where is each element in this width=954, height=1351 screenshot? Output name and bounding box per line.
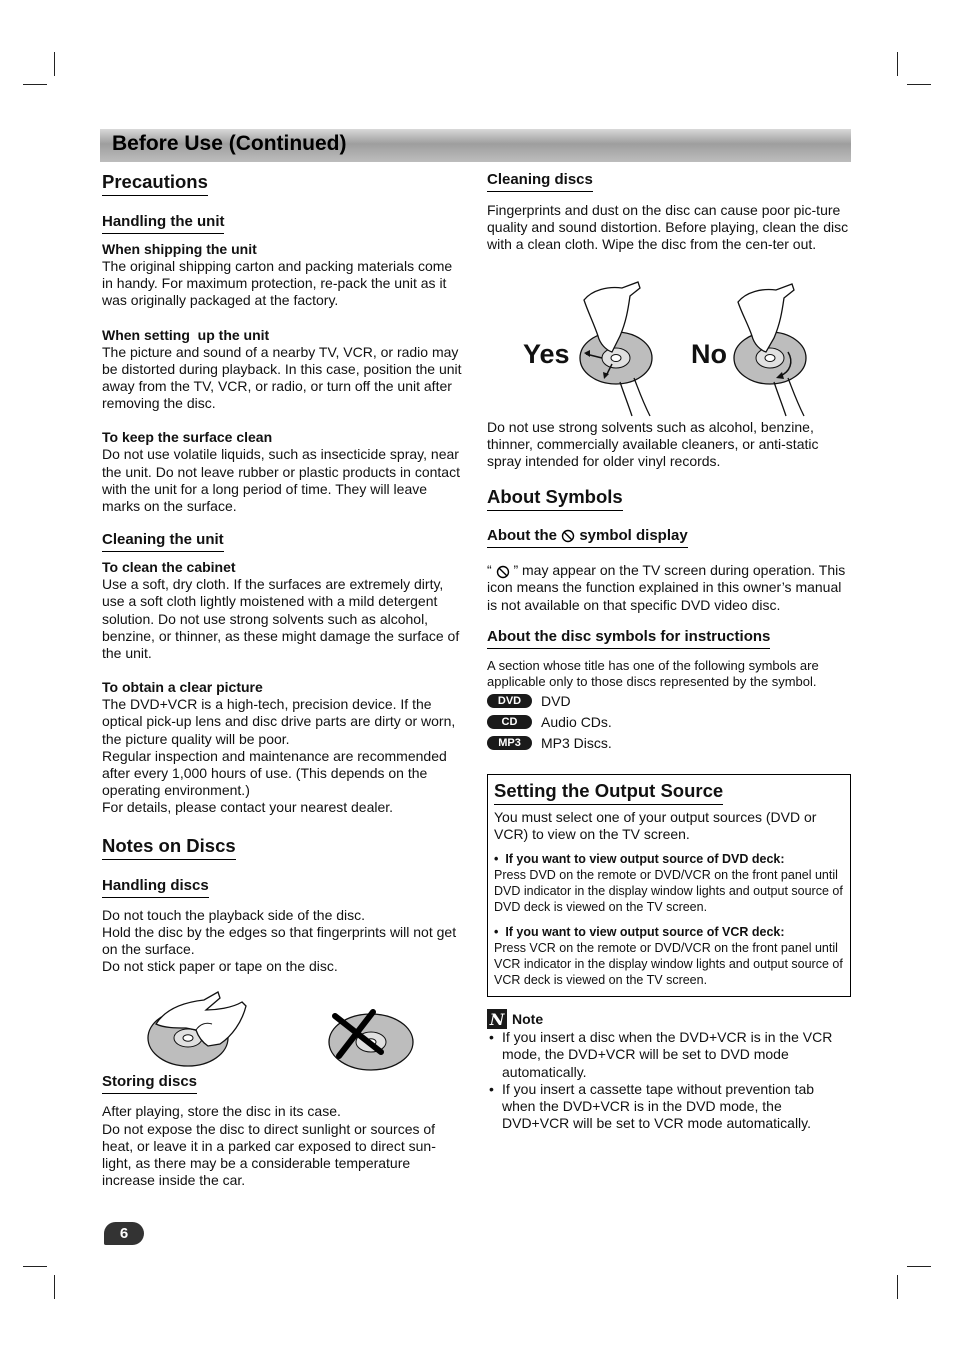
- setting-text: The picture and sound of a nearby TV, VCR, or radio may be distorted during playback. In this case, position the unit away from the TV, VCR, or radio, or turn off the unit after removing the disc.: [102, 343, 462, 412]
- picture-text-2: Regular inspection and maintenance are recommended after every 1,000 hours of use. (This depends on the operating environment.): [102, 747, 447, 799]
- storing-discs-line2: Do not expose the disc to direct sunlight or sources of heat, or leave it in a parked car exposed to direct sun-light, as there may be a considerable temperature increase inside the car.: [102, 1120, 436, 1189]
- disc-hold-wrong-illustration: [325, 1008, 415, 1072]
- note-icon: N: [487, 1009, 507, 1029]
- symbol-display-title-post: symbol display: [579, 527, 688, 545]
- picture-text-1: The DVD+VCR is a high-tech, precision device. If the optical pick-up lens and disc drive parts are dirty or worn, the picture quality will be poor.: [102, 696, 456, 747]
- yes-label: Yes: [523, 339, 570, 369]
- cleaning-unit-heading: Cleaning the unit: [102, 531, 224, 552]
- dvd-output-text: Press DVD on the remote or DVD/VCR on the front panel until DVD indicator in the display window lights and output source of DVD deck is viewed on the TV screen.: [494, 868, 843, 915]
- symbol-display-text: [487, 562, 851, 614]
- dvd-output-heading: • If you want to view output source of DVD deck:: [494, 852, 785, 867]
- shipping-text: The original shipping carton and packing materials come in handy. For maximum protection, re-pack the unit as it was originally packaged at the factory.: [102, 258, 453, 309]
- note-title: Note: [512, 1010, 544, 1027]
- page-title: Before Use (Continued): [112, 132, 347, 155]
- page-number-badge: 6: [104, 1222, 144, 1245]
- cleaning-discs-text: Fingerprints and dust on the disc can cause poor pic-ture quality and sound distortion. Before playing, clean the disc with a clean cloth. Wipe the disc from the cen-ter out.: [487, 202, 849, 253]
- crop-mark: [897, 52, 898, 76]
- disc-symbols-heading: About the disc symbols for instructions: [487, 628, 770, 649]
- cabinet-heading: To clean the cabinet: [102, 559, 236, 576]
- mp3-badge: MP3: [487, 736, 532, 750]
- setting-heading: When setting up the unit: [102, 326, 270, 343]
- disc-hold-correct-illustration: [146, 988, 252, 1072]
- storing-discs-line1: After playing, store the disc in its case.: [102, 1103, 341, 1120]
- mp3-label: MP3 Discs.: [541, 734, 612, 751]
- crop-mark: [907, 1266, 931, 1267]
- crop-mark: [54, 52, 55, 76]
- disc-symbol-list: [487, 691, 851, 754]
- vcr-output-text: Press VCR on the remote or DVD/VCR on the front panel until VCR indicator in the display window lights and output source of VCR deck is viewed on the TV screen.: [494, 941, 843, 988]
- surface-heading: To keep the surface clean: [102, 429, 273, 446]
- handling-discs-line1: Do not touch the playback side of the disc.: [102, 906, 366, 923]
- note-item: • If you insert a disc when the DVD+VCR is in the VCR mode, the DVD+VCR will be set to DVD mode automatically.: [487, 1029, 851, 1081]
- crop-mark: [23, 1266, 47, 1267]
- symbol-display-title-pre: About the: [487, 527, 557, 545]
- handling-discs-line2: Hold the disc by the edges so that fingerprints will not get on the surface.: [102, 923, 457, 958]
- symbol-display-text-body: ” may appear on the TV screen during operation. This icon means the function explained in this owner’s manual is not available on that specific DVD video disc.: [487, 562, 846, 613]
- surface-text: Do not use volatile liquids, such as insecticide spray, near the unit. Do not leave rubber or plastic products in contact with the unit for a long period of time. They will leave marks on the surface.: [102, 446, 460, 515]
- handling-discs-heading: Handling discs: [102, 877, 209, 898]
- clean-correct-illustration: [572, 280, 664, 420]
- cd-label: Audio CDs.: [541, 713, 612, 730]
- prohibited-icon: [496, 565, 510, 579]
- note-item: • If you insert a cassette tape without prevention tab when the DVD+VCR is in the DVD mode, the DVD+VCR will be set to VCR mode automatically.: [487, 1081, 851, 1133]
- crop-mark: [54, 1275, 55, 1299]
- storing-discs-heading: Storing discs: [102, 1073, 197, 1094]
- picture-text-3: For details, please contact your nearest dealer.: [102, 799, 394, 816]
- handling-unit-heading: Handling the unit: [102, 213, 224, 234]
- notes-on-discs-heading: Notes on Discs: [102, 835, 236, 860]
- cd-badge: CD: [487, 715, 532, 729]
- vcr-output-heading: • If you want to view output source of VCR deck:: [494, 925, 785, 940]
- note-list: [487, 1029, 851, 1132]
- dvd-label: DVD: [541, 692, 571, 709]
- title-banner: [100, 129, 851, 162]
- solvents-text: Do not use strong solvents such as alcohol, benzine, thinner, commercially available cleaners, or anti-static spray intended for older vinyl records.: [487, 418, 819, 470]
- disc-symbols-text: A section whose title has one of the following symbols are applicable only to those discs represented by the symbol.: [487, 657, 819, 690]
- output-source-intro: You must select one of your output sources (DVD or VCR) to view on the TV screen.: [494, 808, 817, 843]
- about-symbols-heading: About Symbols: [487, 486, 623, 511]
- disc-symbol-row: [487, 691, 851, 712]
- no-label: No: [691, 339, 727, 369]
- output-source-box: [487, 774, 851, 997]
- note-heading: [487, 1009, 851, 1029]
- symbol-display-quote-open: “: [487, 562, 492, 579]
- crop-mark: [907, 84, 931, 85]
- crop-mark: [897, 1275, 898, 1299]
- picture-heading: To obtain a clear picture: [102, 679, 263, 696]
- symbol-display-heading: [487, 527, 688, 548]
- output-source-heading: Setting the Output Source: [494, 780, 723, 805]
- cabinet-text: Use a soft, dry cloth. If the surfaces are extremely dirty, use a soft cloth lightly moistened with a mild detergent solution. Do not use strong solvents such as alcohol, benzine, or thinner, as these might damage the surface of the unit.: [102, 576, 460, 662]
- clean-wrong-illustration: [730, 282, 822, 422]
- prohibited-icon: [561, 529, 575, 543]
- precautions-heading: Precautions: [102, 171, 208, 196]
- disc-symbol-row: [487, 733, 851, 754]
- dvd-badge: DVD: [487, 694, 532, 708]
- cleaning-discs-heading: Cleaning discs: [487, 171, 593, 192]
- disc-symbol-row: [487, 712, 851, 733]
- crop-mark: [23, 84, 47, 85]
- handling-discs-line3: Do not stick paper or tape on the disc.: [102, 958, 338, 975]
- shipping-heading: When shipping the unit: [102, 241, 257, 257]
